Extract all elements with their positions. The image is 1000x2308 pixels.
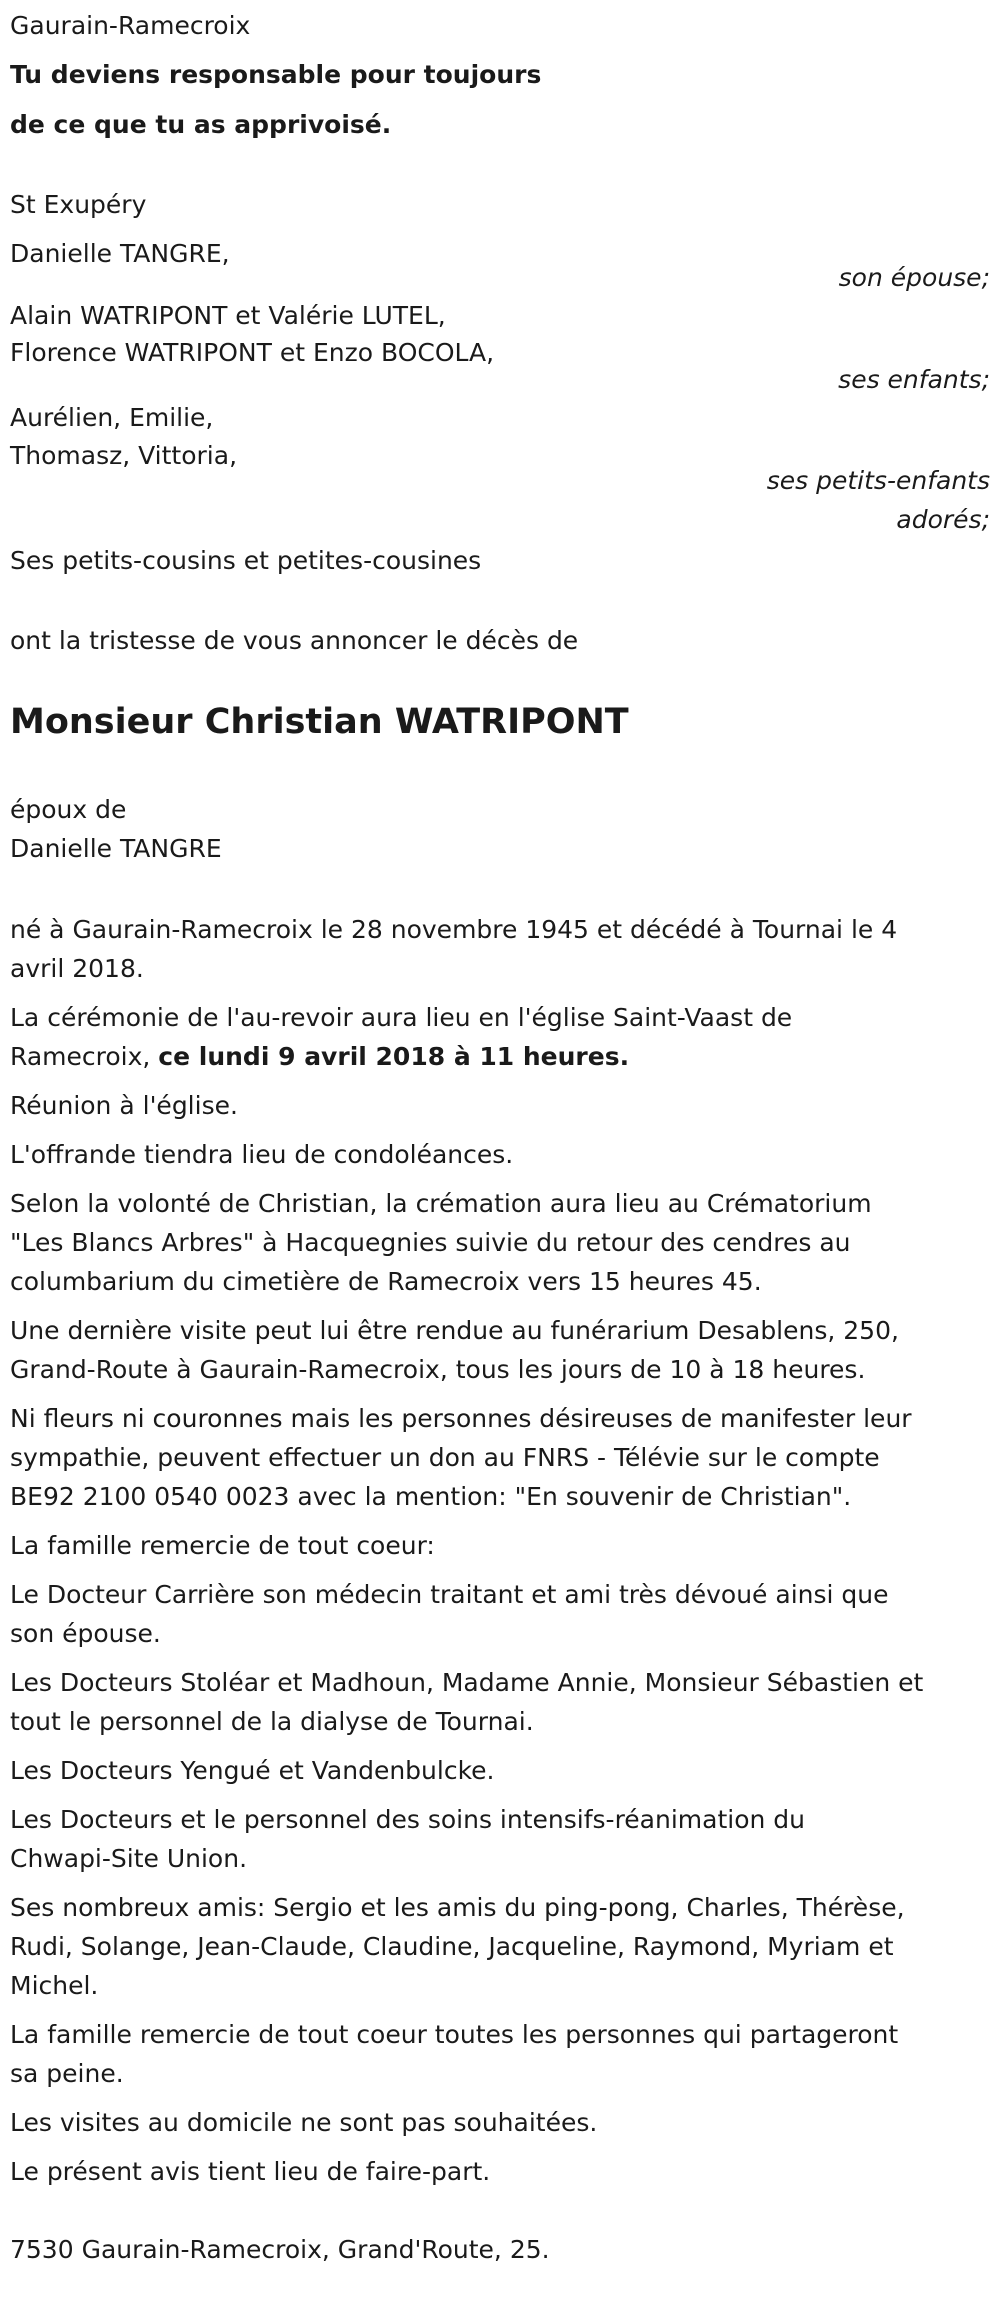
- thanks-1-line-1: Le Docteur Carrière son médecin traitant et ami très dévoué ainsi que: [10, 1580, 889, 1609]
- thanks-all-line-1: La famille remercie de tout coeur toutes les personnes qui partageront: [10, 2020, 899, 2049]
- flowers-line-2: sympathie, peuvent effectuer un don au FNRS - Télévie sur le compte: [10, 1443, 880, 1472]
- grandchildren-line-1: Aurélien, Emilie,: [10, 403, 214, 432]
- birth-death-line-1: né à Gaurain-Ramecroix le 28 novembre 1945 et décédé à Tournai le 4: [10, 915, 898, 944]
- thanks-intro: La famille remercie de tout coeur:: [10, 1531, 435, 1560]
- thanks-5-line-2: Rudi, Solange, Jean-Claude, Claudine, Jacqueline, Raymond, Myriam et: [10, 1932, 894, 1961]
- cremation-line-3: columbarium du cimetière de Ramecroix vers 15 heures 45.: [10, 1267, 762, 1296]
- ceremony-line-2: [10, 1037, 990, 1077]
- spouse-of-label: époux de: [10, 795, 127, 824]
- spouse-of-name: Danielle TANGRE: [10, 834, 222, 863]
- flowers-line-3: BE92 2100 0540 0023 avec la mention: "En souvenir de Christian".: [10, 1482, 852, 1511]
- ceremony-line-1: La cérémonie de l'au-revoir aura lieu en l'église Saint-Vaast de: [10, 1003, 793, 1032]
- birth-death-line-2: avril 2018.: [10, 954, 144, 983]
- announcement-intro: ont la tristesse de vous annoncer le décès de: [10, 626, 579, 655]
- thanks-all-line-2: sa peine.: [10, 2059, 124, 2088]
- address: 7530 Gaurain-Ramecroix, Grand'Route, 25.: [10, 2235, 550, 2264]
- children-line-1: Alain WATRIPONT et Valérie LUTEL,: [10, 301, 446, 330]
- thanks-2-line-2: tout le personnel de la dialyse de Tournai.: [10, 1707, 534, 1736]
- thanks-3: Les Docteurs Yengué et Vandenbulcke.: [10, 1756, 495, 1785]
- notice-text: Le présent avis tient lieu de faire-part.: [10, 2157, 491, 2186]
- spouse-role: son épouse;: [838, 263, 990, 292]
- ceremony-place: Ramecroix,: [10, 1042, 159, 1071]
- offering-text: L'offrande tiendra lieu de condoléances.: [10, 1140, 514, 1169]
- no-visits-text: Les visites au domicile ne sont pas souhaitées.: [10, 2108, 598, 2137]
- cousins: Ses petits-cousins et petites-cousines: [10, 546, 482, 575]
- location-header: Gaurain-Ramecroix: [10, 11, 251, 40]
- cremation-line-2: "Les Blancs Arbres" à Hacquegnies suivie du retour des cendres au: [10, 1228, 851, 1257]
- visit-line-2: Grand-Route à Gaurain-Ramecroix, tous les jours de 10 à 18 heures.: [10, 1355, 866, 1384]
- children-line-2: Florence WATRIPONT et Enzo BOCOLA,: [10, 338, 495, 367]
- thanks-5-line-1: Ses nombreux amis: Sergio et les amis du ping-pong, Charles, Thérèse,: [10, 1893, 905, 1922]
- grandchildren-role-line-1: ses petits-enfants: [766, 466, 990, 495]
- flowers-line-1: Ni fleurs ni couronnes mais les personnes désireuses de manifester leur: [10, 1404, 912, 1433]
- thanks-2-line-1: Les Docteurs Stoléar et Madhoun, Madame Annie, Monsieur Sébastien et: [10, 1668, 924, 1697]
- cremation-line-1: Selon la volonté de Christian, la crémation aura lieu au Crématorium: [10, 1189, 872, 1218]
- visit-line-1: Une dernière visite peut lui être rendue au funérarium Desablens, 250,: [10, 1316, 899, 1345]
- reunion-text: Réunion à l'église.: [10, 1091, 238, 1120]
- children-role: ses enfants;: [838, 365, 990, 394]
- grandchildren-role-line-2: adorés;: [896, 505, 990, 534]
- quote-line-2: de ce que tu as apprivoisé.: [10, 110, 392, 139]
- quote-line-1: Tu deviens responsable pour toujours: [10, 60, 542, 89]
- quote-author: St Exupéry: [10, 190, 147, 219]
- thanks-5-line-3: Michel.: [10, 1971, 99, 2000]
- thanks-1-line-2: son épouse.: [10, 1619, 161, 1648]
- ceremony-date: ce lundi 9 avril 2018 à 11 heures.: [158, 1042, 630, 1071]
- spouse-name: Danielle TANGRE,: [10, 239, 230, 268]
- thanks-4-line-2: Chwapi-Site Union.: [10, 1844, 248, 1873]
- thanks-4-line-1: Les Docteurs et le personnel des soins intensifs-réanimation du: [10, 1805, 806, 1834]
- deceased-name: Monsieur Christian WATRIPONT: [10, 702, 629, 742]
- grandchildren-line-2: Thomasz, Vittoria,: [10, 441, 238, 470]
